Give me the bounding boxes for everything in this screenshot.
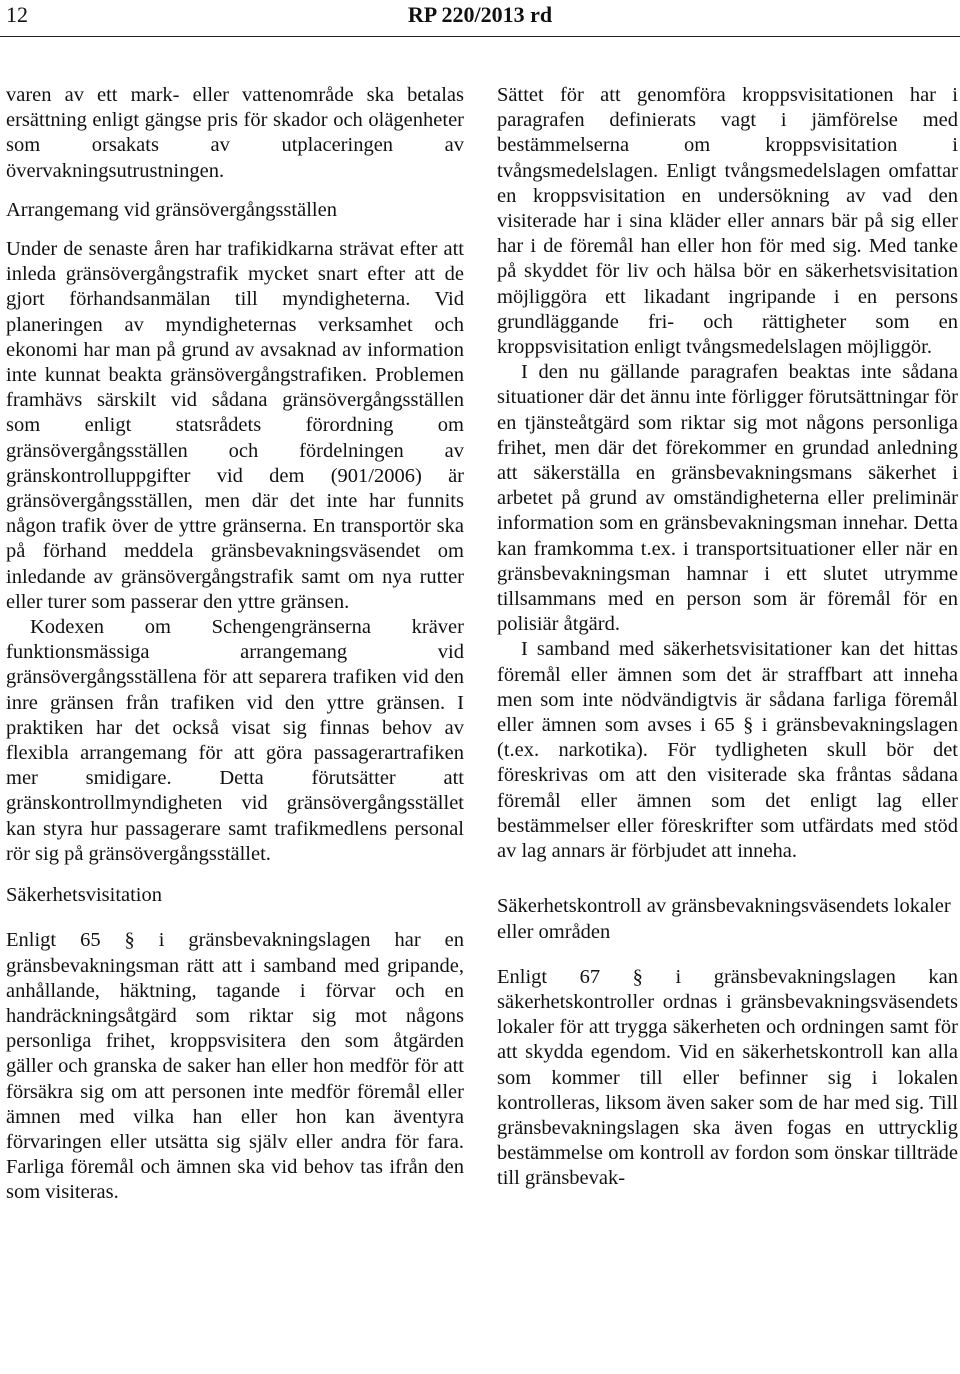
- document-id: RP 220/2013 rd: [407, 2, 553, 27]
- page-number: 12: [6, 2, 28, 27]
- paragraph: varen av ett mark- eller vattenområde ska betalas ersättning enligt gängse pris för skador och olägenheter som orsakats av utplaceringen av övervakningsutrustningen.: [6, 84, 464, 182]
- right-column: [497, 83, 958, 1192]
- section-heading: Arrangemang vid gränsövergångsställen: [6, 198, 337, 221]
- section-heading: Säkerhetsvisitation: [6, 884, 163, 907]
- paragraph: I den nu gällande paragrafen beaktas inte sådana situationer där det ännu inte förligger förutsättningar för en tjänsteåtgärd som riktar sig mot någons personliga frihet, men där det förekommer en grundad anledning att säkerställa en gränsbevakningsmans säkerhet i arbetet på grund av omständigheterna eller preliminär information som en gränsbevakningsman innehar. Detta kan framkomma t.ex. i transportsituationer eller när en gränsbevakningsman hamnar i ett slutet utrymme tillsammans med en person som är föremål för en polisiär åtgärd.: [497, 361, 958, 636]
- paragraph: Kodexen om Schengengränserna kräver funktionsmässiga arrangemang vid gränsövergångsställena för att separera trafiken vid den inre gränsen från trafiken vid den yttre gränsen. I praktiken har det också visat sig finnas behov av flexibla arrangemang för att göra passagerartrafiken mer smidigare. Detta förutsätter att gränskontrollmyndigheten vid gränsövergångsstället kan styra hur passagerare samt trafikmedlens personal rör sig på gränsövergångsstället.: [6, 616, 464, 865]
- page-header: [0, 0, 960, 38]
- paragraph: I samband med säkerhetsvisitationer kan det hittas föremål eller ämnen som det är straffbart att inneha men som inte nödvändigtvis är sådana farliga föremål eller ämnen som avses i 65 § i gränsbevakningslagen (t.ex. narkotika). För tydligheten skull bör det föreskrivas om att den visiterade ska fråntas sådana föremål eller ämnen som det enligt lag eller bestämmelser eller föreskrifter som utfärdats med stöd av lag annars är förbjudet att inneha.: [497, 638, 958, 863]
- section-heading: Säkerhetskontroll av gränsbevakningsväsendets lokaler eller områden: [497, 895, 951, 943]
- left-column: [6, 83, 464, 1206]
- paragraph: Under de senaste åren har trafikidkarna strävat efter att inleda gränsövergångstrafik mycket snart efter att de gjort förhandsanmälan till myndigheterna. Vid planeringen av myndigheternas verksamhet och ekonomi har man på grund av avsaknad av information inte kunnat beakta gränsövergångstrafiken. Problemen framhävs särskilt vid sådana gränsövergångsställen som enligt statsrådets förordning om gränsövergångsställen och fördelningen av gränskontrolluppgifter vid dem (901/2006) är gränsövergångsställen, men där det inte har funnits någon trafik över de yttre gränserna. En transportör ska på förhand meddela gränsbevakningsväsendet om inledande av gränsövergångstrafik samt om nya rutter eller turer som passerar den yttre gränsen.: [6, 238, 464, 613]
- paragraph: Enligt 67 § i gränsbevakningslagen kan säkerhetskontroller ordnas i gränsbevakningsväsendets lokaler för att trygga säkerheten och ordningen samt för att skydda egendom. Vid en säkerhetskontroll kan alla som kommer till eller befinner sig i lokalen kontrolleras, liksom även saker som de har med sig. Till gränsbevakningslagen ska även fogas en uttrycklig bestämmelse om kontroll av fordon som önskar tillträde till gränsbevak-: [497, 965, 958, 1190]
- header-rule: [0, 36, 960, 37]
- paragraph: Sättet för att genomföra kroppsvisitationen har i paragrafen definierats vagt i jämförelse med bestämmelserna om kroppsvisitation i tvångsmedelslagen. Enligt tvångsmedelslagen omfattar en kroppsvisitation en undersökning av vad den visiterade har i sina kläder eller annars bär på sig eller har i de föremål han eller hon för med sig. Med tanke på skyddet för liv och hälsa bör en säkerhetsvisitation möjliggöra ett likadant ingripande i en persons grundläggande fri- och rättigheter som en kroppsvisitation enligt tvångsmedelslagen möjliggör.: [497, 84, 958, 359]
- paragraph: Enligt 65 § i gränsbevakningslagen har en gränsbevakningsman rätt att i samband med gripande, anhållande, häktning, tagande i förvar och en handräckningsåtgärd som riktar sig mot någons personliga frihet, kroppsvisitera den som åtgärden gäller och granska de saker han eller hon medför för att försäkra sig om att personen inte medför föremål eller ämnen med vilka han eller hon kan äventyra förvaringen eller utsätta sig själv eller andra för fara. Farliga föremål och ämnen ska vid behov tas ifrån den som visiteras.: [6, 929, 464, 1204]
